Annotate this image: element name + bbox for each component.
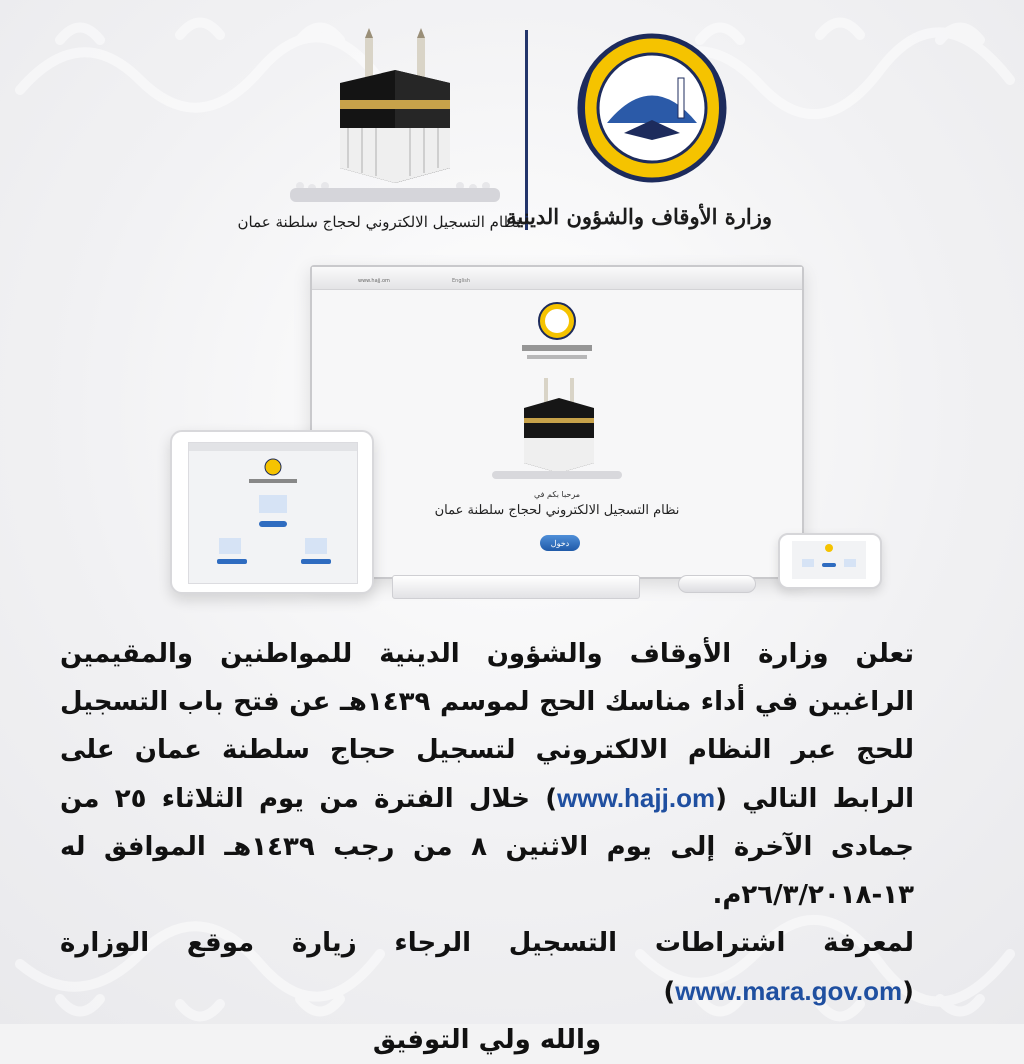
login-button[interactable]: دخول	[540, 535, 580, 551]
tablet-screen	[188, 442, 358, 584]
language-link[interactable]: English	[452, 278, 471, 284]
header-divider	[525, 30, 528, 230]
keyboard	[392, 575, 640, 599]
desktop-monitor	[310, 265, 804, 579]
tablet-screen-artwork	[189, 443, 357, 583]
kaaba-caption: نظام التسجيل الالكتروني لحجاج سلطنة عمان	[237, 213, 520, 231]
screen-system-name: نظام التسجيل الالكتروني لحجاج سلطنة عمان	[434, 503, 680, 518]
announcement-part3: لمعرفة اشتراطات التسجيل الرجاء زيارة موقع الوزارة (	[60, 928, 914, 1007]
requirements-paragraph	[60, 919, 914, 1016]
phone-screen	[792, 541, 866, 579]
phone-screen-artwork	[792, 541, 866, 579]
browser-url: www.hajj.om	[358, 278, 390, 284]
screen-artwork	[312, 293, 802, 493]
announcement-paragraph	[60, 630, 914, 919]
ministry-name: وزارة الأوقاف والشؤون الدينية	[506, 204, 772, 229]
devices-illustration	[170, 265, 890, 610]
announcement-part4: )	[663, 977, 676, 1007]
welcome-text: مرحبا بكم في	[533, 490, 581, 499]
ministry-logo-block	[506, 28, 772, 238]
kaaba-illustration	[237, 28, 520, 238]
kaaba-icon	[270, 28, 520, 208]
hajj-link[interactable]: www.hajj.om	[557, 783, 716, 813]
ministry-logo-icon	[532, 28, 772, 198]
header	[237, 28, 772, 238]
announcement-part2: ) خلال الفترة من يوم الثلاثاء ٢٥ من جمادى الآخرة إلى يوم الاثنين ٨ من رجب ١٤٣٩هـ الموافق له ١٣-٢٦/٣/٢٠١٨م.	[60, 784, 914, 910]
announcement-text	[60, 630, 914, 1064]
announcement-part1: تعلن وزارة الأوقاف والشؤون الدينية للمواطنين والمقيمين الراغبين في أداء مناسك الحج لموسم ١٤٣٩هـ عن فتح باب التسجيل للحج عبر النظام الالكتروني لتسجيل حجاج سلطنة عمان على الرابط التالي (	[60, 639, 915, 814]
phone-device	[778, 533, 882, 589]
mouse	[678, 575, 756, 593]
tablet-device	[170, 430, 374, 594]
closing-line: والله ولي التوفيق	[372, 1025, 602, 1055]
browser-toolbar	[312, 267, 802, 290]
ministry-link[interactable]: www.mara.gov.om	[675, 976, 903, 1006]
